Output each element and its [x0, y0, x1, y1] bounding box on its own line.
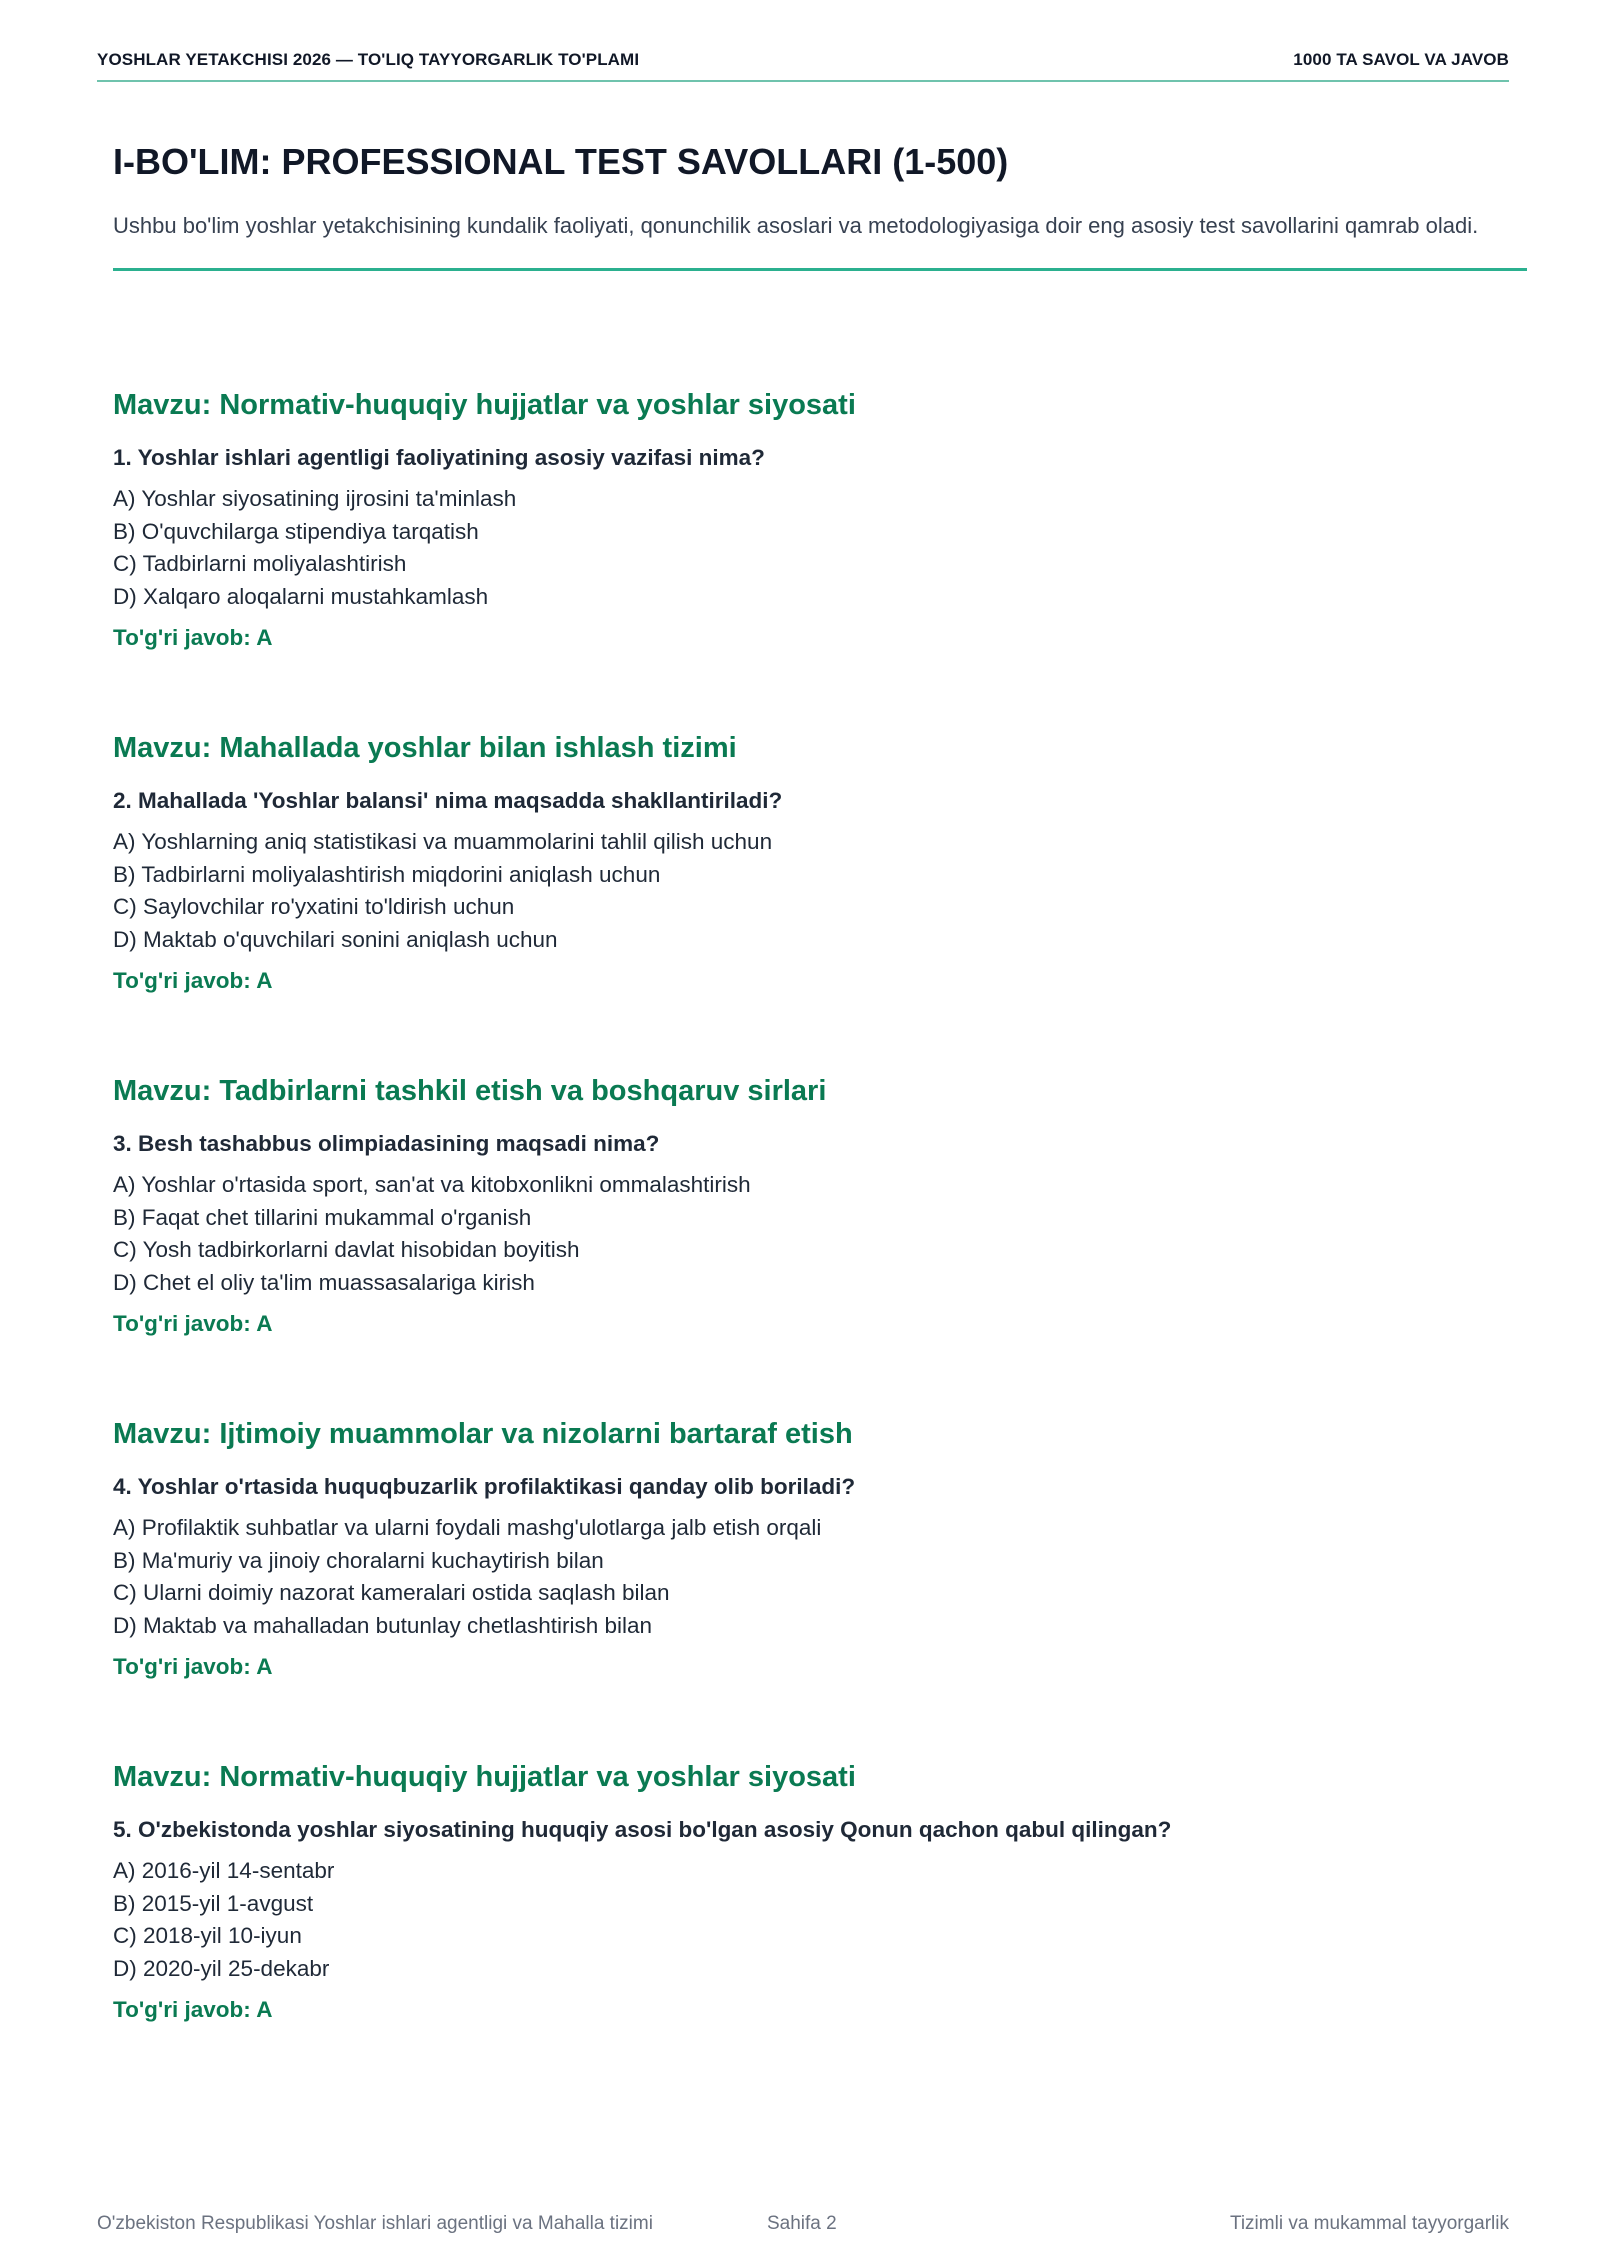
option-d: D) Maktab va mahalladan butunlay chetlashtirish bilan — [113, 1612, 653, 1638]
topic-heading: Mavzu: Mahallada yoshlar bilan ishlash tizimi — [113, 732, 737, 764]
option-b: B) O'quvchilarga stipendiya tarqatish — [113, 518, 479, 544]
option-a: A) Yoshlar o'rtasida sport, san'at va kitobxonlikni ommalashtirish — [113, 1172, 751, 1197]
option-b: B) 2015-yil 1-avgust — [113, 1890, 314, 1916]
option-d: D) Chet el oliy ta'lim muassasalariga kirish — [113, 1269, 535, 1295]
correct-answer: To'g'ri javob: A — [113, 968, 273, 993]
topic-heading: Mavzu: Tadbirlarni tashkil etish va boshqaruv sirlari — [113, 1075, 827, 1107]
answer-options — [113, 483, 1527, 613]
header-subtitle: 1000 TA SAVOL VA JAVOB — [1293, 50, 1509, 69]
section-description: Ushbu bo'lim yoshlar yetakchisining kundalik faoliyati, qonunchilik asoslari va metodologiyasiga doir eng asosiy test savollarini qamrab oladi. — [113, 213, 1479, 239]
correct-answer: To'g'ri javob: A — [113, 1311, 273, 1336]
question-text: 1. Yoshlar ishlari agentligi faoliyatining asosiy vazifasi nima? — [113, 445, 765, 470]
section-title: I-BO'LIM: PROFESSIONAL TEST SAVOLLARI (1-500) — [113, 141, 1009, 182]
option-c: C) Saylovchilar ro'yxatini to'ldirish uchun — [113, 894, 515, 919]
correct-answer: To'g'ri javob: A — [113, 625, 273, 650]
option-a: A) Yoshlarning aniq statistikasi va muammolarini tahlil qilish uchun — [113, 829, 773, 854]
question-block — [113, 728, 1527, 1071]
section-intro — [113, 140, 1527, 271]
answer-options — [113, 826, 1527, 956]
option-c: C) Yosh tadbirkorlarni davlat hisobidan boyitish — [113, 1237, 580, 1262]
answer-options — [113, 1855, 1527, 1985]
header-title: YOSHLAR YETAKCHISI 2026 — TO'LIQ TAYYORGARLIK TO'PLAMI — [97, 50, 640, 69]
option-d: D) Xalqaro aloqalarni mustahkamlash — [113, 583, 489, 609]
question-text: 4. Yoshlar o'rtasida huquqbuzarlik profilaktikasi qanday olib boriladi? — [113, 1474, 856, 1499]
question-list — [113, 385, 1527, 2100]
question-text: 2. Mahallada 'Yoshlar balansi' nima maqsadda shakllantiriladi? — [113, 788, 783, 813]
footer-tagline: Tizimli va mukammal tayyorgarlik — [1229, 2213, 1509, 2234]
option-b: B) Faqat chet tillarini mukammal o'rganish — [113, 1204, 532, 1230]
option-c: C) Ularni doimiy nazorat kameralari ostida saqlash bilan — [113, 1580, 670, 1605]
page-number: Sahifa 2 — [767, 2213, 837, 2234]
option-d: D) 2020-yil 25-dekabr — [113, 1955, 330, 1981]
footer-organization: O'zbekiston Respublikasi Yoshlar ishlari agentligi va Mahalla tizimi — [97, 2213, 653, 2234]
page-header — [97, 50, 1509, 82]
option-c: C) 2018-yil 10-iyun — [113, 1923, 302, 1948]
option-c: C) Tadbirlarni moliyalashtirish — [113, 551, 407, 576]
topic-heading: Mavzu: Normativ-huquqiy hujjatlar va yoshlar siyosati — [113, 1761, 856, 1793]
question-block — [113, 1757, 1527, 2100]
topic-heading: Mavzu: Normativ-huquqiy hujjatlar va yoshlar siyosati — [113, 389, 856, 421]
option-a: A) 2016-yil 14-sentabr — [113, 1858, 335, 1883]
correct-answer: To'g'ri javob: A — [113, 1997, 273, 2022]
question-text: 3. Besh tashabbus olimpiadasining maqsadi nima? — [113, 1131, 660, 1156]
option-b: B) Ma'muriy va jinoiy choralarni kuchaytirish bilan — [113, 1547, 604, 1573]
option-a: A) Profilaktik suhbatlar va ularni foydali mashg'ulotlarga jalb etish orqali — [113, 1515, 822, 1540]
question-block — [113, 385, 1527, 728]
correct-answer: To'g'ri javob: A — [113, 1654, 273, 1679]
option-d: D) Maktab o'quvchilari sonini aniqlash uchun — [113, 926, 558, 952]
answer-options — [113, 1169, 1527, 1299]
topic-heading: Mavzu: Ijtimoiy muammolar va nizolarni bartaraf etish — [113, 1418, 853, 1450]
question-text: 5. O'zbekistonda yoshlar siyosatining huquqiy asosi bo'lgan asosiy Qonun qachon qabul qilingan? — [113, 1817, 1172, 1842]
question-block — [113, 1414, 1527, 1757]
option-a: A) Yoshlar siyosatining ijrosini ta'minlash — [113, 486, 517, 511]
answer-options — [113, 1512, 1527, 1642]
option-b: B) Tadbirlarni moliyalashtirish miqdorini aniqlash uchun — [113, 861, 661, 887]
question-block — [113, 1071, 1527, 1414]
